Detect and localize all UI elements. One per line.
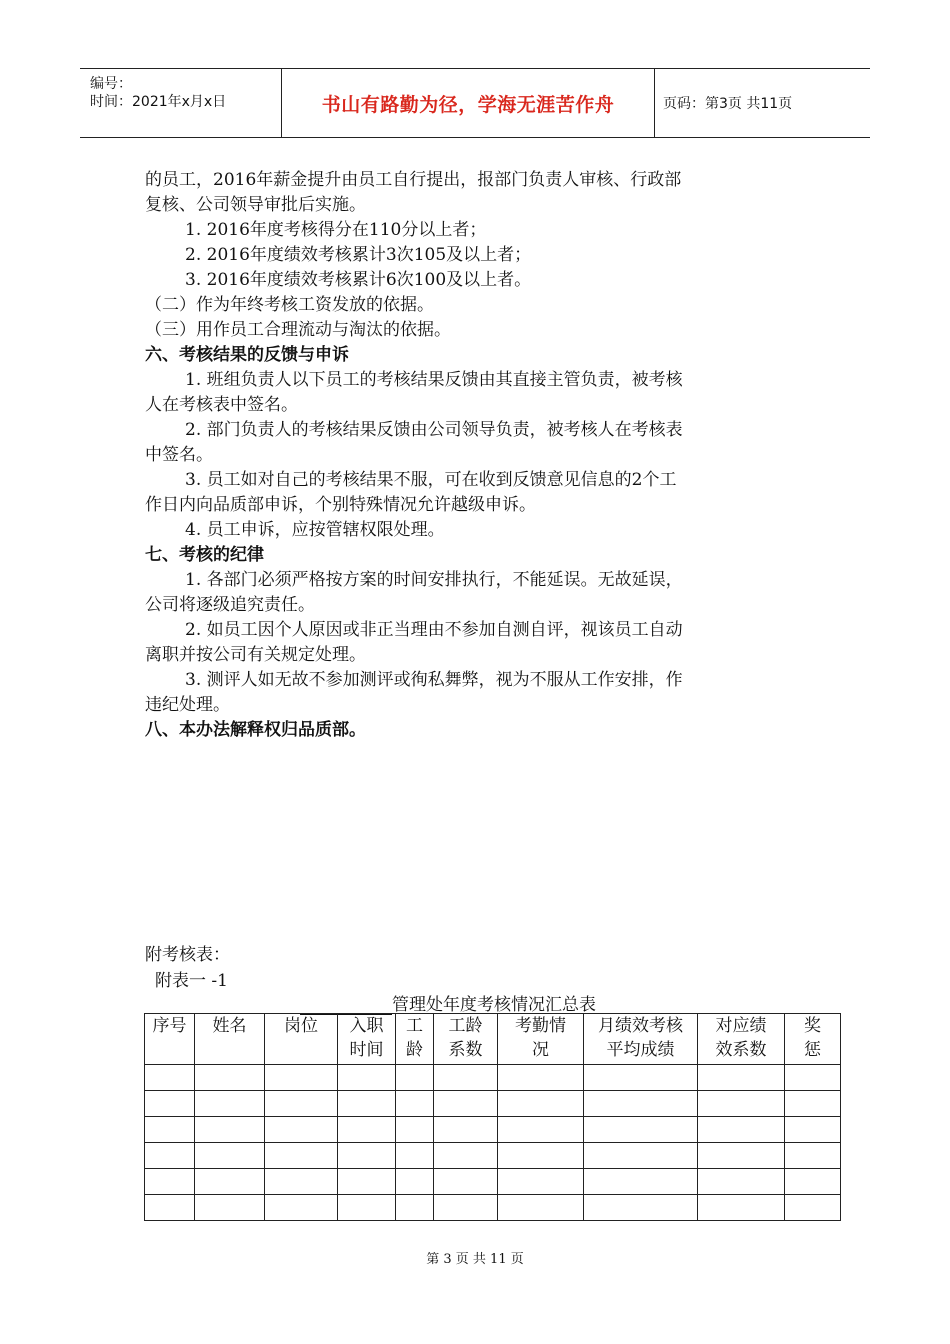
table-header-cell — [265, 1014, 338, 1065]
table-header-cell — [195, 1014, 265, 1065]
table-cell — [785, 1195, 841, 1221]
table-header-cell — [338, 1014, 396, 1065]
table-cell — [785, 1143, 841, 1169]
table-cell — [785, 1169, 841, 1195]
table-cell — [265, 1195, 338, 1221]
table-cell — [434, 1091, 498, 1117]
document-header — [80, 68, 870, 138]
table-cell — [584, 1091, 698, 1117]
table-cell — [584, 1169, 698, 1195]
header-line-2: 系数 — [448, 1040, 483, 1060]
body-line: 人在考核表中签名。 — [145, 395, 298, 415]
attachment-label: 附考核表： — [145, 945, 230, 965]
table-cell — [434, 1143, 498, 1169]
page-footer: 第 3 页 共 11 页 — [426, 1252, 524, 1267]
table-cell — [498, 1143, 584, 1169]
table-cell — [698, 1143, 785, 1169]
table-cell — [434, 1065, 498, 1091]
table-row — [145, 1091, 841, 1117]
table-cell — [195, 1195, 265, 1221]
header-line-1: 姓名 — [212, 1016, 247, 1036]
table-cell — [195, 1065, 265, 1091]
header-line-1: 考勤情 — [515, 1016, 566, 1036]
table-cell — [698, 1195, 785, 1221]
body-line: 的员工，2016年薪金提升由员工自行提出，报部门负责人审核、行政部 — [145, 170, 682, 190]
table-cell — [338, 1091, 396, 1117]
header-line-1: 奖 — [804, 1016, 821, 1036]
table-header-cell — [498, 1014, 584, 1065]
table-cell — [265, 1065, 338, 1091]
table-cell — [145, 1117, 195, 1143]
body-text — [145, 168, 810, 743]
header-meta-cell — [80, 69, 281, 137]
table-cell — [434, 1117, 498, 1143]
table-cell — [396, 1091, 434, 1117]
table-cell — [434, 1169, 498, 1195]
table-cell — [338, 1195, 396, 1221]
table-cell — [396, 1169, 434, 1195]
table-cell — [195, 1117, 265, 1143]
table-cell — [265, 1169, 338, 1195]
table-cell — [698, 1065, 785, 1091]
table-cell — [584, 1195, 698, 1221]
table-cell — [338, 1169, 396, 1195]
body-line: 公司将逐级追究责任。 — [145, 595, 315, 615]
table-cell — [338, 1143, 396, 1169]
body-line: 3. 测评人如无故不参加测评或徇私舞弊，视为不服从工作安排，作 — [185, 670, 683, 690]
body-line: 3. 员工如对自己的考核结果不服，可在收到反馈意见信息的2个工 — [185, 470, 677, 490]
page-info: 页码：第3页 共11页 — [663, 96, 793, 112]
table-cell — [338, 1117, 396, 1143]
header-line-1: 岗位 — [284, 1016, 318, 1036]
table-cell — [396, 1143, 434, 1169]
table-cell — [785, 1065, 841, 1091]
body-line: 1. 各部门必须严格按方案的时间安排执行，不能延误。无故延误， — [185, 570, 683, 590]
body-line: 1. 2016年度考核得分在110分以上者； — [185, 220, 487, 240]
table-cell — [698, 1169, 785, 1195]
body-line: 2. 部门负责人的考核结果反馈由公司领导负责，被考核人在考核表 — [185, 420, 683, 440]
number-label: 编号： — [90, 76, 132, 92]
table-cell — [584, 1143, 698, 1169]
summary-table — [144, 1013, 841, 1221]
table-cell — [434, 1195, 498, 1221]
body-line: 中签名。 — [145, 445, 213, 465]
table-cell — [145, 1195, 195, 1221]
table-cell — [698, 1117, 785, 1143]
table-cell — [145, 1169, 195, 1195]
header-line-2: 平均成绩 — [606, 1040, 675, 1060]
table-header-row — [145, 1014, 841, 1065]
table-cell — [195, 1143, 265, 1169]
table-title-text: 管理处年度考核情况汇总表 — [392, 995, 596, 1015]
body-line: 1. 班组负责人以下员工的考核结果反馈由其直接主管负责，被考核 — [185, 370, 683, 390]
body-line: 离职并按公司有关规定处理。 — [145, 645, 366, 665]
table-cell — [498, 1117, 584, 1143]
header-line-2: 龄 — [406, 1040, 423, 1060]
body-line: 3. 2016年度绩效考核累计6次100及以上者。 — [185, 270, 532, 290]
table-header-cell — [434, 1014, 498, 1065]
header-line-2: 惩 — [804, 1040, 821, 1060]
table-cell — [265, 1091, 338, 1117]
table-header-cell — [145, 1014, 195, 1065]
table-cell — [498, 1195, 584, 1221]
table-cell — [785, 1117, 841, 1143]
body-line: 违纪处理。 — [145, 695, 230, 715]
table-row — [145, 1195, 841, 1221]
table-cell — [396, 1065, 434, 1091]
header-line-1: 工 — [406, 1016, 423, 1036]
section-heading: 八、本办法解释权归品质部。 — [145, 720, 366, 740]
header-line-1: 对应绩 — [715, 1016, 767, 1036]
header-line-1: 月绩效考核 — [598, 1016, 683, 1036]
header-motto-cell — [281, 69, 655, 137]
table-header-cell — [698, 1014, 785, 1065]
table-cell — [396, 1117, 434, 1143]
table-header-cell — [584, 1014, 698, 1065]
table-title — [300, 990, 596, 1015]
table-row — [145, 1169, 841, 1195]
table-cell — [584, 1117, 698, 1143]
motto-text: 书山有路勤为径，学海无涯苦作舟 — [321, 93, 615, 116]
body-line: 复核、公司领导审批后实施。 — [145, 195, 366, 215]
table-cell — [265, 1117, 338, 1143]
header-line-2: 效系数 — [715, 1040, 767, 1060]
table-cell — [195, 1169, 265, 1195]
header-line-1: 入职 — [349, 1016, 384, 1036]
body-line: 4. 员工申诉，应按管辖权限处理。 — [185, 520, 445, 540]
table-cell — [396, 1195, 434, 1221]
table-cell — [145, 1091, 195, 1117]
header-line-1: 工龄 — [448, 1016, 483, 1036]
table-cell — [698, 1091, 785, 1117]
body-line: 2. 2016年度绩效考核累计3次105及以上者； — [185, 245, 532, 265]
table-header-cell — [785, 1014, 841, 1065]
attachment-sub-label: 附表一 -1 — [155, 971, 228, 991]
table-cell — [265, 1143, 338, 1169]
table-cell — [498, 1169, 584, 1195]
table-cell — [584, 1065, 698, 1091]
table-cell — [145, 1065, 195, 1091]
table-row — [145, 1143, 841, 1169]
header-line-1: 序号 — [152, 1016, 187, 1036]
section-heading: 六、考核结果的反馈与申诉 — [145, 345, 349, 365]
header-line-2: 况 — [532, 1040, 549, 1060]
body-line: 作日内向品质部申诉，个别特殊情况允许越级申诉。 — [145, 495, 536, 515]
table-cell — [195, 1091, 265, 1117]
body-line: （三）用作员工合理流动与淘汰的依据。 — [145, 320, 451, 340]
table-cell — [498, 1091, 584, 1117]
table-cell — [785, 1091, 841, 1117]
section-heading: 七、考核的纪律 — [145, 545, 264, 565]
table-cell — [338, 1065, 396, 1091]
table-cell — [498, 1065, 584, 1091]
body-line: 2. 如员工因个人原因或非正当理由不参加自测自评，视该员工自动 — [185, 620, 683, 640]
header-line-2: 时间 — [349, 1040, 384, 1060]
table-row — [145, 1117, 841, 1143]
table-header-cell — [396, 1014, 434, 1065]
table-cell — [145, 1143, 195, 1169]
time-label: 时间：2021年x月x日 — [90, 94, 227, 110]
body-line: （二）作为年终考核工资发放的依据。 — [145, 295, 434, 315]
table-row — [145, 1065, 841, 1091]
